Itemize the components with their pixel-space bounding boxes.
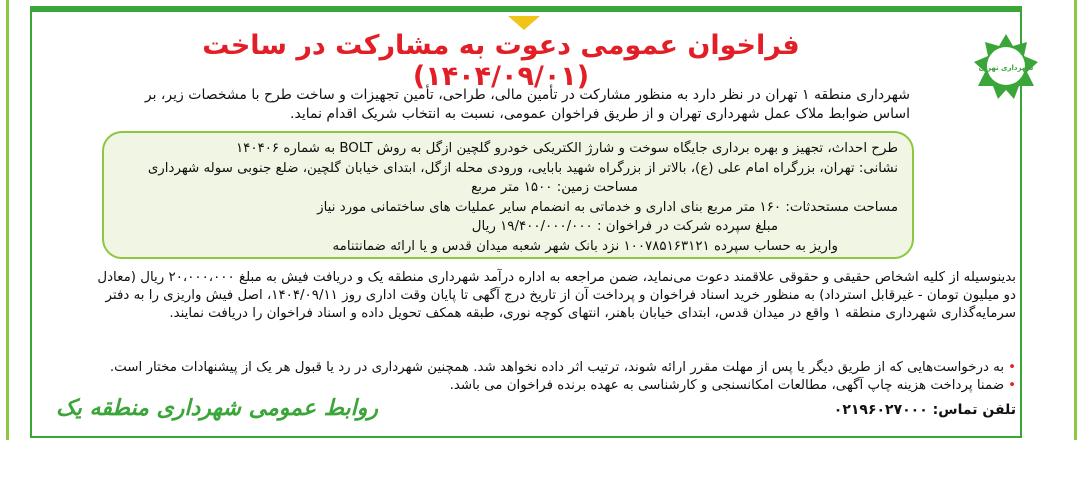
- project-address: نشانی: تهران، بزرگراه امام علی (ع)، بالاتر از بزرگراه شهید بابایی، ورودی محله ازگل، ابتدای خیابان گلچین، ضلع جنوبی سوله شهرداری: [147, 160, 898, 176]
- bullet-dot-icon: •: [1008, 360, 1016, 375]
- bullet-text: ضمنا پرداخت هزینه چاپ آگهی، مطالعات امکانسنجی و کارشناسی به عهده برنده فراخوان می باشد.: [449, 378, 1005, 393]
- tehran-municipality-logo-icon: [972, 32, 1040, 100]
- bullet-item: [86, 377, 1016, 395]
- bullet-dot-icon: •: [1008, 378, 1016, 393]
- bullet-item: [86, 359, 1016, 377]
- phone-label: تلفن تماس:: [932, 402, 1016, 418]
- project-name: طرح احداث، تجهیز و بهره برداری جایگاه سوخت و شارژ الکتریکی خودرو گلچین ازگل به روش BOLT به شماره ۱۴۰۴۰۶: [235, 141, 898, 156]
- contact-phone: [834, 402, 1016, 418]
- left-divider: [6, 0, 9, 440]
- announcement-title: فراخوان عمومی دعوت به مشارکت در ساخت (۱۴۰۴/۰۹/۰۱): [202, 30, 800, 92]
- deposit-account: واریز به حساب سپرده ۱۰۰۷۸۵۱۶۳۱۲۱ نزد بانک شهر شعبه میدان قدس و یا ارائه ضمانتنامه: [332, 238, 838, 254]
- phone-number: ۰۲۱۹۶۰۲۷۰۰۰: [833, 402, 928, 418]
- bullet-text: به درخواست‌هایی که از طریق دیگر یا پس از مهلت مقرر ارائه شوند، ترتیب اثر داده نخواهد شد. همچنین شهرداری در رد یا قبول هر یک از پیشنهادات مختار است.: [109, 360, 1005, 375]
- deposit-amount: مبلغ سپرده شرکت در فراخوان : ۱۹/۴۰۰/۰۰۰/۰۰۰ ریال: [471, 219, 778, 235]
- intro-paragraph: شهرداری منطقه ۱ تهران در نظر دارد به منظور مشارکت در تأمین مالی، طراحی، تأمین تجهیزات و ساخت طرح با مشخصات زیر، بر اساس ضوابط ملاک عمل شهرداری تهران و از طریق فراخوان عمومی، نسبت به انتخاب شریک اقدام نماید.: [144, 87, 910, 122]
- project-details-box: [102, 131, 914, 259]
- invitation-paragraph: بدینوسیله از کلیه اشخاص حقیقی و حقوقی علاقمند دعوت می‌نماید، ضمن مراجعه به اداره درآمد شهرداری منطقه یک و دریافت فیش به مبلغ ۲۰،۰۰۰،۰۰۰ ریال (معادل دو میلیون تومان - غیرقابل استرداد) به منظور خرید اسناد فراخوان و پرداخت آن از تاریخ درج آگهی تا پایان وقت اداری روز ۱۴۰۴/۰۹/۱۱، اصل فیش واریزی را به دفتر سرمایه‌گذاری شهرداری منطقه ۱ واقع در میدان قدس، ابتدای خیابان باهنر، انتهای کوچه نوری، طبقه همکف تحویل داده و اسناد فراخوان را دریافت نمایند.: [97, 270, 1016, 322]
- logo-lettering: شهرداری تهران: [978, 64, 1034, 72]
- land-area: مساحت زمین: ۱۵۰۰ متر مربع: [471, 180, 638, 196]
- yellow-notch: [508, 16, 540, 30]
- building-area: مساحت مستحدثات: ۱۶۰ متر مربع بنای اداری و خدماتی به انضمام سایر عملیات های ساختمانی مورد نیاز: [317, 199, 898, 215]
- public-relations-signature: روابط عمومی شهرداری منطقه یک: [56, 396, 379, 421]
- right-divider: [1074, 0, 1077, 440]
